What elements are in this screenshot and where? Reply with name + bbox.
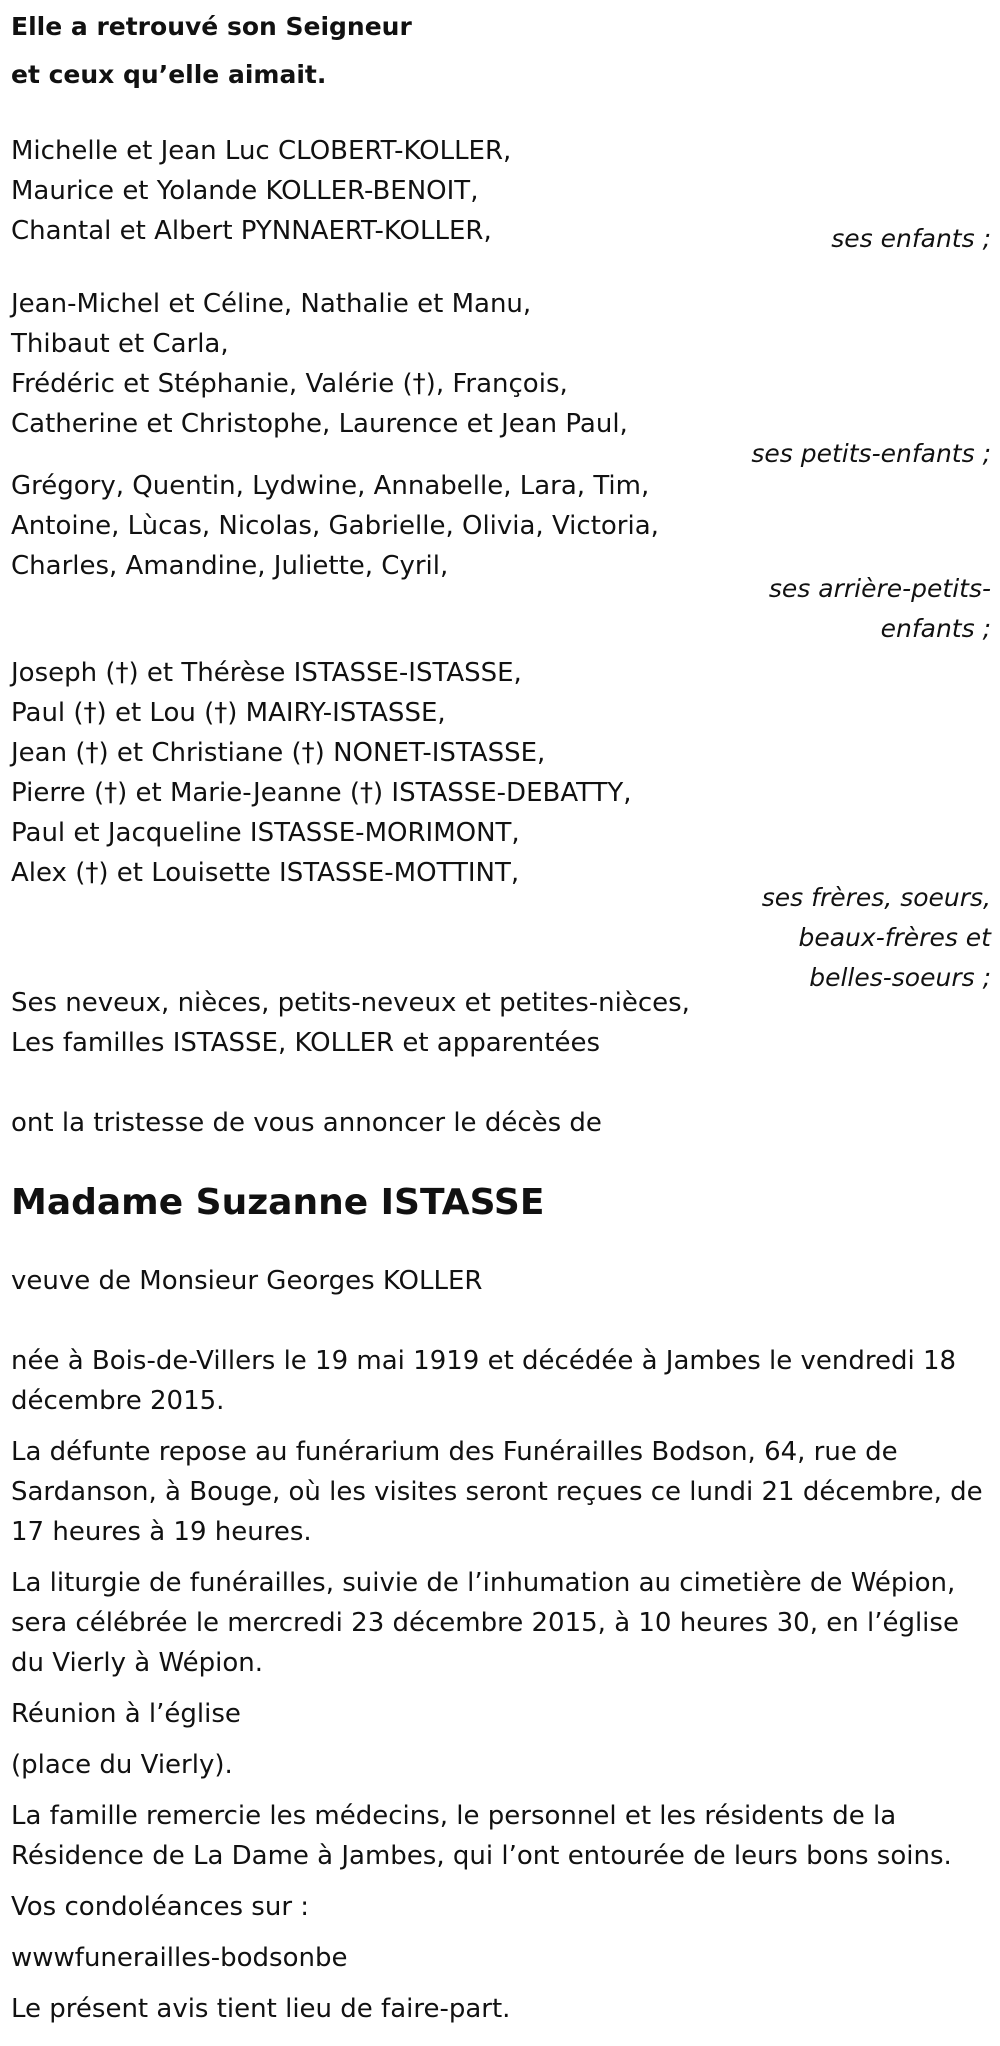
- grandchildren-list: [11, 284, 991, 444]
- role-line: beaux-frères et: [798, 923, 991, 952]
- paragraph-condolences: [11, 1887, 991, 1927]
- paragraph-line: La liturgie de funérailles, suivie de l’inhumation au cimetière de Wépion,: [11, 1568, 956, 1598]
- siblings-list: [11, 653, 991, 893]
- extended-family: [11, 983, 991, 1063]
- family-line: Les familles ISTASSE, KOLLER et apparentées: [11, 1028, 600, 1058]
- paragraph-line: Vos condoléances sur :: [11, 1892, 310, 1922]
- family-line: Ses neveux, nièces, petits-neveux et petites-nièces,: [11, 988, 690, 1018]
- obituary-notice: [11, 0, 991, 2040]
- announcement: [11, 1103, 991, 1143]
- family-line: Paul et Jacqueline ISTASSE-MORIMONT,: [11, 818, 520, 848]
- role-line: ses frères, soeurs,: [761, 883, 991, 912]
- widow-of-text: veuve de Monsieur Georges KOLLER: [11, 1266, 483, 1296]
- website-text: wwwfunerailles-bodsonbe: [11, 1943, 348, 1973]
- role-line: ses arrière-petits-: [768, 574, 991, 603]
- paragraph-line: Résidence de La Dame à Jambes, qui l’ont entourée de leurs bons soins.: [11, 1841, 952, 1871]
- paragraph-line: La famille remercie les médecins, le personnel et les résidents de la: [11, 1801, 897, 1831]
- role-line: ses petits-enfants ;: [751, 439, 991, 468]
- paragraph-line: Réunion à l’église: [11, 1699, 241, 1729]
- paragraph-thanks: [11, 1796, 991, 1876]
- paragraph-line: 17 heures à 19 heures.: [11, 1517, 312, 1547]
- paragraph-birth-death: [11, 1341, 991, 1421]
- family-line: Maurice et Yolande KOLLER-BENOIT,: [11, 176, 479, 206]
- group-great-grandchildren: [11, 466, 991, 651]
- intro-line: et ceux qu’elle aimait.: [11, 60, 327, 89]
- announcement-text: ont la tristesse de vous annoncer le décès de: [11, 1108, 602, 1138]
- intro-line: Elle a retrouvé son Seigneur: [11, 12, 412, 41]
- group-siblings: [11, 653, 991, 992]
- family-line: Pierre (†) et Marie-Jeanne (†) ISTASSE-DEBATTY,: [11, 778, 632, 808]
- family-line: Antoine, Lùcas, Nicolas, Gabrielle, Olivia, Victoria,: [11, 511, 659, 541]
- paragraph-liturgy: [11, 1563, 991, 1683]
- paragraph-line: sera célébrée le mercredi 23 décembre 2015, à 10 heures 30, en l’église: [11, 1608, 959, 1638]
- role-line: enfants ;: [880, 614, 991, 643]
- family-line: Michelle et Jean Luc CLOBERT-KOLLER,: [11, 136, 512, 166]
- family-line: Jean-Michel et Céline, Nathalie et Manu,: [11, 289, 532, 319]
- condolences-website: [11, 1938, 991, 1978]
- role-line: ses enfants ;: [831, 224, 991, 253]
- group-children: [11, 131, 991, 253]
- group-grandchildren: [11, 284, 991, 468]
- family-line: Jean (†) et Christiane (†) NONET-ISTASSE,: [11, 738, 546, 768]
- family-line: Catherine et Christophe, Laurence et Jean Paul,: [11, 409, 628, 439]
- great-grandchildren-list: [11, 466, 991, 586]
- widow-of: [11, 1261, 991, 1301]
- family-line: Alex (†) et Louisette ISTASSE-MOTTINT,: [11, 858, 520, 888]
- family-line: Frédéric et Stéphanie, Valérie (†), François,: [11, 369, 568, 399]
- paragraph-reunion-place: [11, 1745, 991, 1785]
- paragraph-line: Le présent avis tient lieu de faire-part.: [11, 1994, 511, 2024]
- paragraph-line: La défunte repose au funérarium des Funérailles Bodson, 64, rue de: [11, 1437, 898, 1467]
- role-siblings: [751, 878, 991, 998]
- paragraph-line: décembre 2015.: [11, 1386, 225, 1416]
- paragraph-line: (place du Vierly).: [11, 1750, 233, 1780]
- paragraph-line: Sardanson, à Bouge, où les visites seront reçues ce lundi 21 décembre, de: [11, 1477, 983, 1507]
- role-line: belles-soeurs ;: [809, 963, 991, 992]
- family-line: Grégory, Quentin, Lydwine, Annabelle, Lara, Tim,: [11, 471, 650, 501]
- family-line: Joseph (†) et Thérèse ISTASSE-ISTASSE,: [11, 658, 522, 688]
- family-line: Chantal et Albert PYNNAERT-KOLLER,: [11, 216, 492, 246]
- paragraph-line: née à Bois-de-Villers le 19 mai 1919 et décédée à Jambes le vendredi 18: [11, 1346, 957, 1376]
- paragraph-reunion: [11, 1694, 991, 1734]
- family-line: Paul (†) et Lou (†) MAIRY-ISTASSE,: [11, 698, 446, 728]
- deceased-name: Madame Suzanne ISTASSE: [11, 1182, 545, 1223]
- role-great-grandchildren: [751, 569, 991, 649]
- paragraph-line: du Vierly à Wépion.: [11, 1648, 264, 1678]
- intro-verse: [11, 3, 991, 99]
- paragraph-closing: [11, 1989, 991, 2029]
- role-children: [751, 219, 991, 259]
- paragraph-funerarium: [11, 1432, 991, 1552]
- family-line: Thibaut et Carla,: [11, 329, 229, 359]
- family-line: Charles, Amandine, Juliette, Cyril,: [11, 551, 449, 581]
